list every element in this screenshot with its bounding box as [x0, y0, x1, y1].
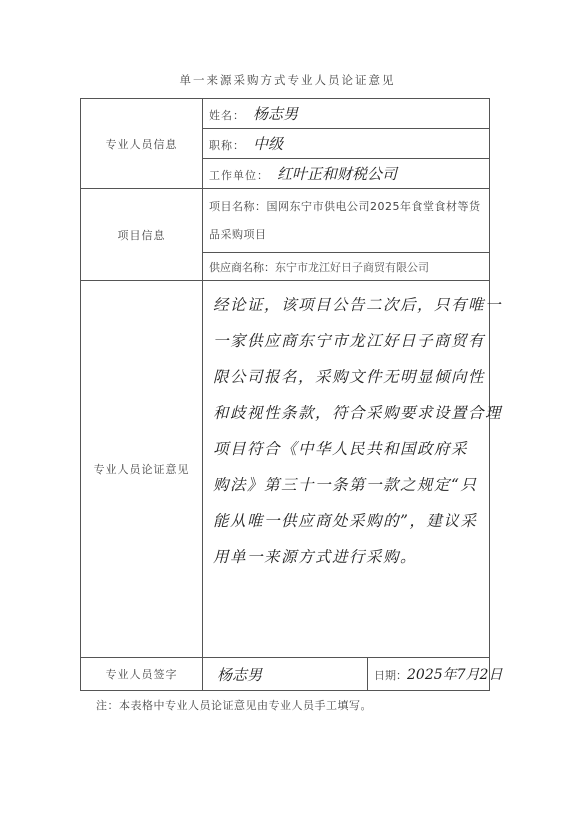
- section-signature: 专业人员签字: [81, 658, 203, 691]
- project-name-value: 国网东宁市供电公司2025年食堂食材等货品采购项目: [209, 199, 481, 241]
- expert-title-label: 职称：: [209, 139, 245, 152]
- section-opinion: 专业人员论证意见: [81, 281, 203, 658]
- section-project-info: 项目信息: [81, 189, 203, 281]
- expert-opinion-form: [80, 98, 503, 691]
- expert-name-handwritten: 杨志男: [253, 105, 299, 123]
- expert-title-handwritten: 中级: [253, 135, 284, 153]
- supplier-label: 供应商名称：: [209, 260, 275, 274]
- section-expert-info: 专业人员信息: [81, 99, 203, 189]
- signature-date-cell: [368, 658, 503, 690]
- opinion-line: 经论证，该项目公告二次后，只有唯一: [213, 296, 503, 314]
- signature-name-cell: [203, 658, 368, 690]
- opinion-line: 用单一来源方式进行采购。: [213, 548, 418, 566]
- expert-title-field: [203, 129, 490, 159]
- footnote: 注：本表格中专业人员论证意见由专业人员手工填写。: [96, 699, 372, 712]
- opinion-handwritten-block: [203, 281, 503, 658]
- opinion-line: 一家供应商东宁市龙江好日子商贸有: [213, 332, 486, 350]
- signature-row: [203, 658, 503, 691]
- supplier-field: [203, 253, 490, 281]
- supplier-value: 东宁市龙江好日子商贸有限公司: [275, 260, 429, 274]
- opinion-line: 购法》第三十一条第一款之规定“只: [213, 476, 478, 494]
- date-handwritten: 2025年7月2日: [407, 667, 503, 683]
- signature-inner: [203, 658, 503, 690]
- opinion-line: 和歧视性条款，符合采购要求设置合理: [213, 404, 503, 422]
- document-title: 单一来源采购方式专业人员论证意见: [179, 73, 396, 87]
- expert-name-field: [203, 99, 490, 129]
- project-name-label: 项目名称：: [209, 199, 267, 213]
- project-name-field: [203, 189, 490, 253]
- opinion-line: 项目符合《中华人民共和国政府采: [213, 440, 469, 458]
- opinion-line: 能从唯一供应商处采购的”，建议采: [213, 512, 478, 530]
- expert-employer-handwritten: 红叶正和财税公司: [277, 165, 398, 183]
- expert-name-label: 姓名：: [209, 109, 245, 122]
- expert-employer-label: 工作单位：: [209, 169, 269, 182]
- signature-handwritten: 杨志男: [217, 665, 263, 684]
- expert-employer-field: [203, 159, 490, 189]
- opinion-line: 限公司报名，采购文件无明显倾向性: [213, 368, 486, 386]
- date-label: 日期：: [374, 669, 407, 682]
